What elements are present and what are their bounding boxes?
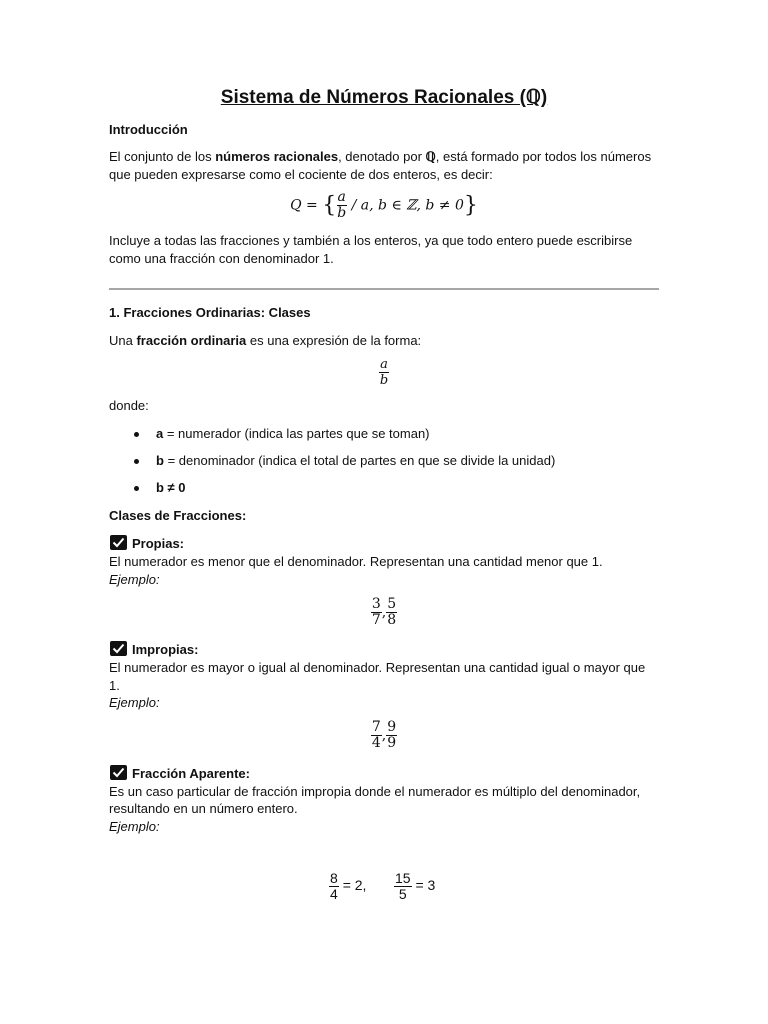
example-numerator: 8: [330, 870, 338, 886]
propias-ejemplo-label: Ejemplo:: [109, 572, 160, 587]
example-denominator: 4: [330, 886, 338, 902]
intro-bold-term: números racionales: [215, 149, 339, 164]
example-fraction: [386, 720, 397, 751]
example-fraction: [329, 871, 339, 902]
fraction-form-frac: [379, 357, 389, 388]
aparente-example-1: [329, 871, 366, 902]
example-numerator: 3: [371, 596, 381, 612]
intro-text: El conjunto de los: [109, 149, 216, 164]
example-result: = 3: [415, 877, 436, 894]
formula-open-brace: {: [322, 193, 337, 218]
example-separator: ,: [381, 727, 387, 744]
bullet-text: = numerador (indica las partes que se toman): [163, 426, 430, 441]
aparente-description-line2: resultando en un número entero.: [109, 801, 298, 816]
checkbox-checked-icon: [110, 641, 127, 656]
checkbox-checked-icon: [110, 765, 127, 780]
aparente-example-2: [394, 871, 435, 902]
example-numerator: 7: [371, 719, 381, 735]
example-numerator: 5: [387, 596, 397, 612]
bullet-dot: [134, 486, 139, 491]
propias-label: Propias:: [132, 536, 185, 551]
bullet-item-condition: [156, 479, 186, 497]
impropias-label: Impropias:: [132, 642, 199, 657]
intro-text: , denotado por: [338, 149, 426, 164]
section1-heading: 1. Fracciones Ordinarias: Clases: [109, 305, 311, 320]
donde-label: donde:: [109, 398, 149, 413]
section1-paragraph: [109, 332, 421, 350]
rational-set-formula: [0, 190, 768, 221]
bullet-item-denominador: [156, 452, 555, 470]
formula-close-brace: }: [463, 193, 478, 218]
formula-conditions: / a, b ∈ ℤ, b ≠ 0: [351, 197, 464, 214]
example-denominator: 8: [387, 612, 397, 628]
example-numerator: 15: [395, 870, 411, 886]
section1-text: es una expresión de la forma:: [246, 333, 422, 348]
page-title: Sistema de Números Racionales (ℚ): [220, 87, 548, 108]
impropias-example: [0, 720, 768, 751]
form-numerator: a: [380, 357, 388, 372]
intro-text: , está formado por todos los números: [435, 149, 652, 164]
bullet-item-numerador: [156, 425, 430, 443]
fraction-form: [0, 357, 768, 388]
example-numerator: 9: [387, 719, 397, 735]
intro-heading: Introducción: [109, 122, 188, 137]
example-denominator: 5: [398, 886, 407, 902]
bullet-bold: b: [156, 453, 164, 468]
aparente-label: Fracción Aparente:: [132, 766, 250, 781]
section-divider: [109, 288, 659, 290]
intro-paragraph-line1: [109, 148, 651, 166]
example-fraction: [394, 871, 412, 902]
formula-denominator: b: [337, 205, 347, 221]
example-fraction: [371, 597, 382, 628]
intro-paragraph-line2: que pueden expresarse como el cociente de dos enteros, es decir:: [109, 167, 493, 182]
example-denominator: 7: [371, 612, 381, 628]
aparente-ejemplo-label: Ejemplo:: [109, 819, 160, 834]
clases-heading: Clases de Fracciones:: [109, 508, 247, 523]
impropias-ejemplo-label: Ejemplo:: [109, 695, 160, 710]
example-fraction: [386, 597, 397, 628]
bullet-bold: b ≠ 0: [156, 480, 186, 495]
impropias-description-line2: 1.: [109, 678, 120, 693]
intro-paragraph2-line2: como una fracción con denominador 1.: [109, 251, 334, 266]
propias-description: El numerador es menor que el denominador. Representan una cantidad menor que 1.: [109, 554, 603, 569]
section1-bold-term: fracción ordinaria: [136, 333, 247, 348]
rational-symbol: ℚ: [425, 149, 436, 164]
bullet-bold: a: [156, 426, 164, 441]
example-result: = 2,: [342, 877, 367, 894]
formula-lhs: Q =: [290, 197, 323, 214]
bullet-dot: [134, 432, 139, 437]
bullet-dot: [134, 459, 139, 464]
formula-numerator: a: [337, 189, 346, 205]
formula-fraction: [336, 190, 347, 221]
form-denominator: b: [379, 373, 389, 388]
bullet-text: = denominador (indica el total de partes en que se divide la unidad): [163, 453, 556, 468]
checkbox-checked-icon: [110, 535, 127, 550]
example-denominator: 9: [387, 735, 397, 751]
impropias-description-line1: El numerador es mayor o igual al denominador. Representan una cantidad igual o mayor que: [109, 660, 646, 675]
example-separator: ,: [381, 604, 387, 621]
example-denominator: 4: [371, 735, 381, 751]
propias-example: [0, 597, 768, 628]
example-fraction: [371, 720, 382, 751]
intro-paragraph2-line1: Incluye a todas las fracciones y también a los enteros, ya que todo entero puede escribirse: [109, 233, 633, 248]
section1-text: Una: [109, 333, 137, 348]
aparente-description-line1: Es un caso particular de fracción impropia donde el numerador es múltiplo del denominador,: [109, 784, 641, 799]
